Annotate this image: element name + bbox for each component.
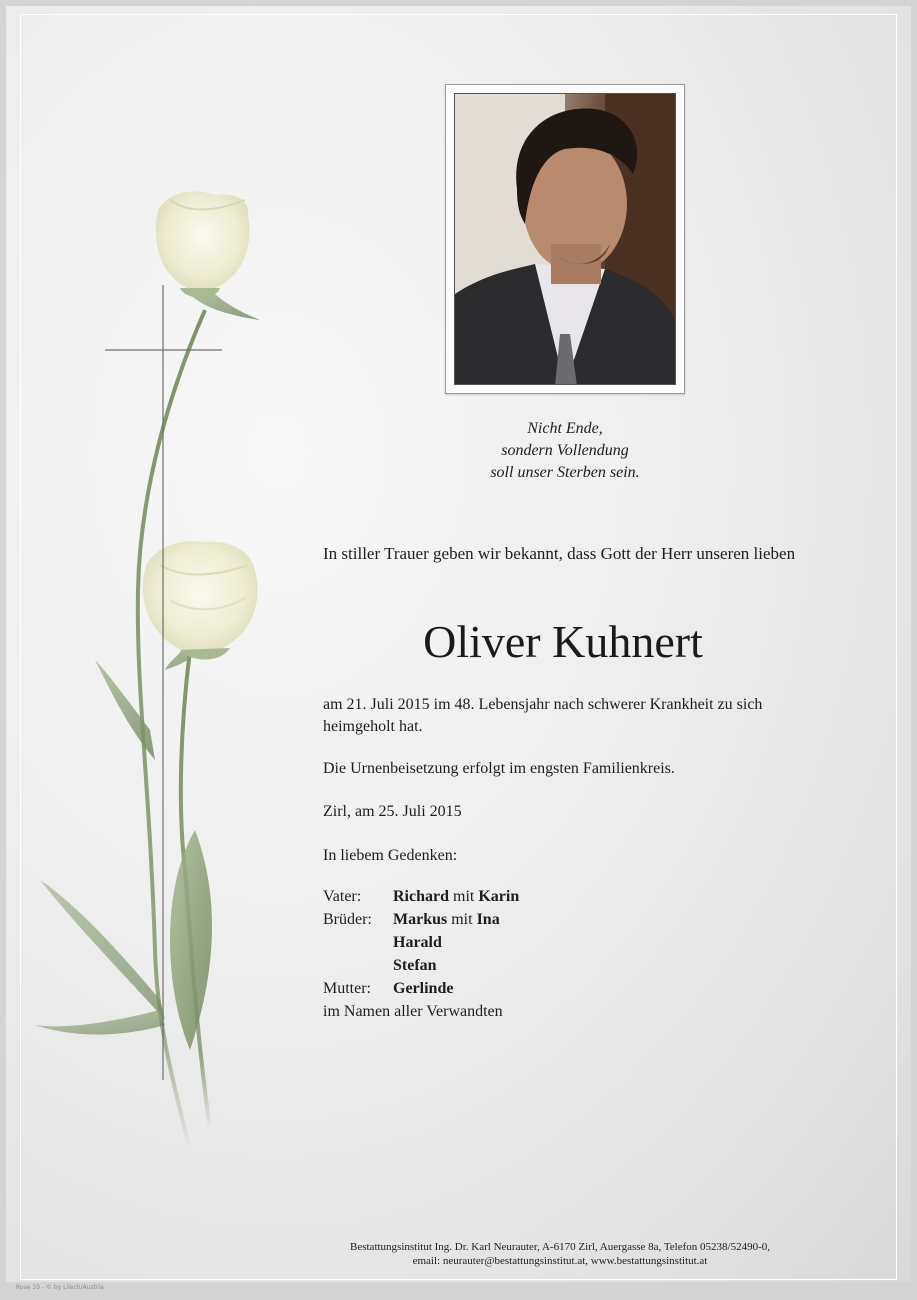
leaf-icon [35,1010,165,1034]
mourner-name: Richard [393,888,449,905]
footer-contact: email: neurauter@bestattungsinstitut.at, www.bestattungsinstitut.at [412,1255,708,1267]
death-statement: am 21. Juli 2015 im 48. Lebensjahr nach schwerer Krankheit zu sich heimgeholt hat. [323,696,763,735]
relation-label: Vater: [323,888,362,905]
connector-text: mit [447,911,477,928]
mourner-name: Harald [393,934,442,951]
mourner-row [323,885,519,908]
closing-text: im Namen aller Verwandten [323,1003,503,1020]
rose-icon [143,541,258,659]
relation-label: Mutter: [323,980,371,997]
leaf-icon [95,660,155,760]
memorial-verse [420,418,710,484]
mourner-row [323,954,519,977]
funeral-home-footer [260,1240,860,1268]
mourner-name: Stefan [393,957,437,974]
verse-line: Nicht Ende, [527,420,603,437]
announcement-intro: In stiller Trauer geben wir bekannt, dass Gott der Herr unseren lieben [323,544,796,563]
mourner-name: Karin [478,888,520,905]
rose-icon [156,191,249,297]
connector-text: mit [449,888,479,905]
burial-statement: Die Urnenbeisetzung erfolgt im engsten Familienkreis. [323,760,675,777]
mourner-row [323,908,519,931]
mourner-name: Ina [476,911,500,928]
mourner-row [323,977,519,1000]
portrait-photo [454,93,676,385]
mourners-list [323,885,519,1023]
mourner-closing [323,1000,519,1023]
mourner-name: Markus [393,911,448,928]
verse-line: sondern Vollendung [501,442,629,459]
leaf-icon [40,880,165,1020]
remembrance-heading: In liebem Gedenken: [323,847,458,864]
portrait-frame [445,84,685,394]
leaf-icon [170,830,212,1050]
place-and-date: Zirl, am 25. Juli 2015 [323,803,462,820]
mourner-name: Gerlinde [393,980,454,997]
image-credit: Rose 10 - © by Lilech/Austria [16,1284,104,1291]
footer-address: Bestattungsinstitut Ing. Dr. Karl Neurauter, A-6170 Zirl, Auergasse 8a, Telefon 05238/52490-0, [350,1241,770,1253]
verse-line: soll unser Sterben sein. [490,464,640,481]
relation-label: Brüder: [323,911,372,928]
deceased-name: Oliver Kuhnert [423,616,703,667]
roses-with-cross-illustration [20,170,280,1170]
mourner-row [323,931,519,954]
